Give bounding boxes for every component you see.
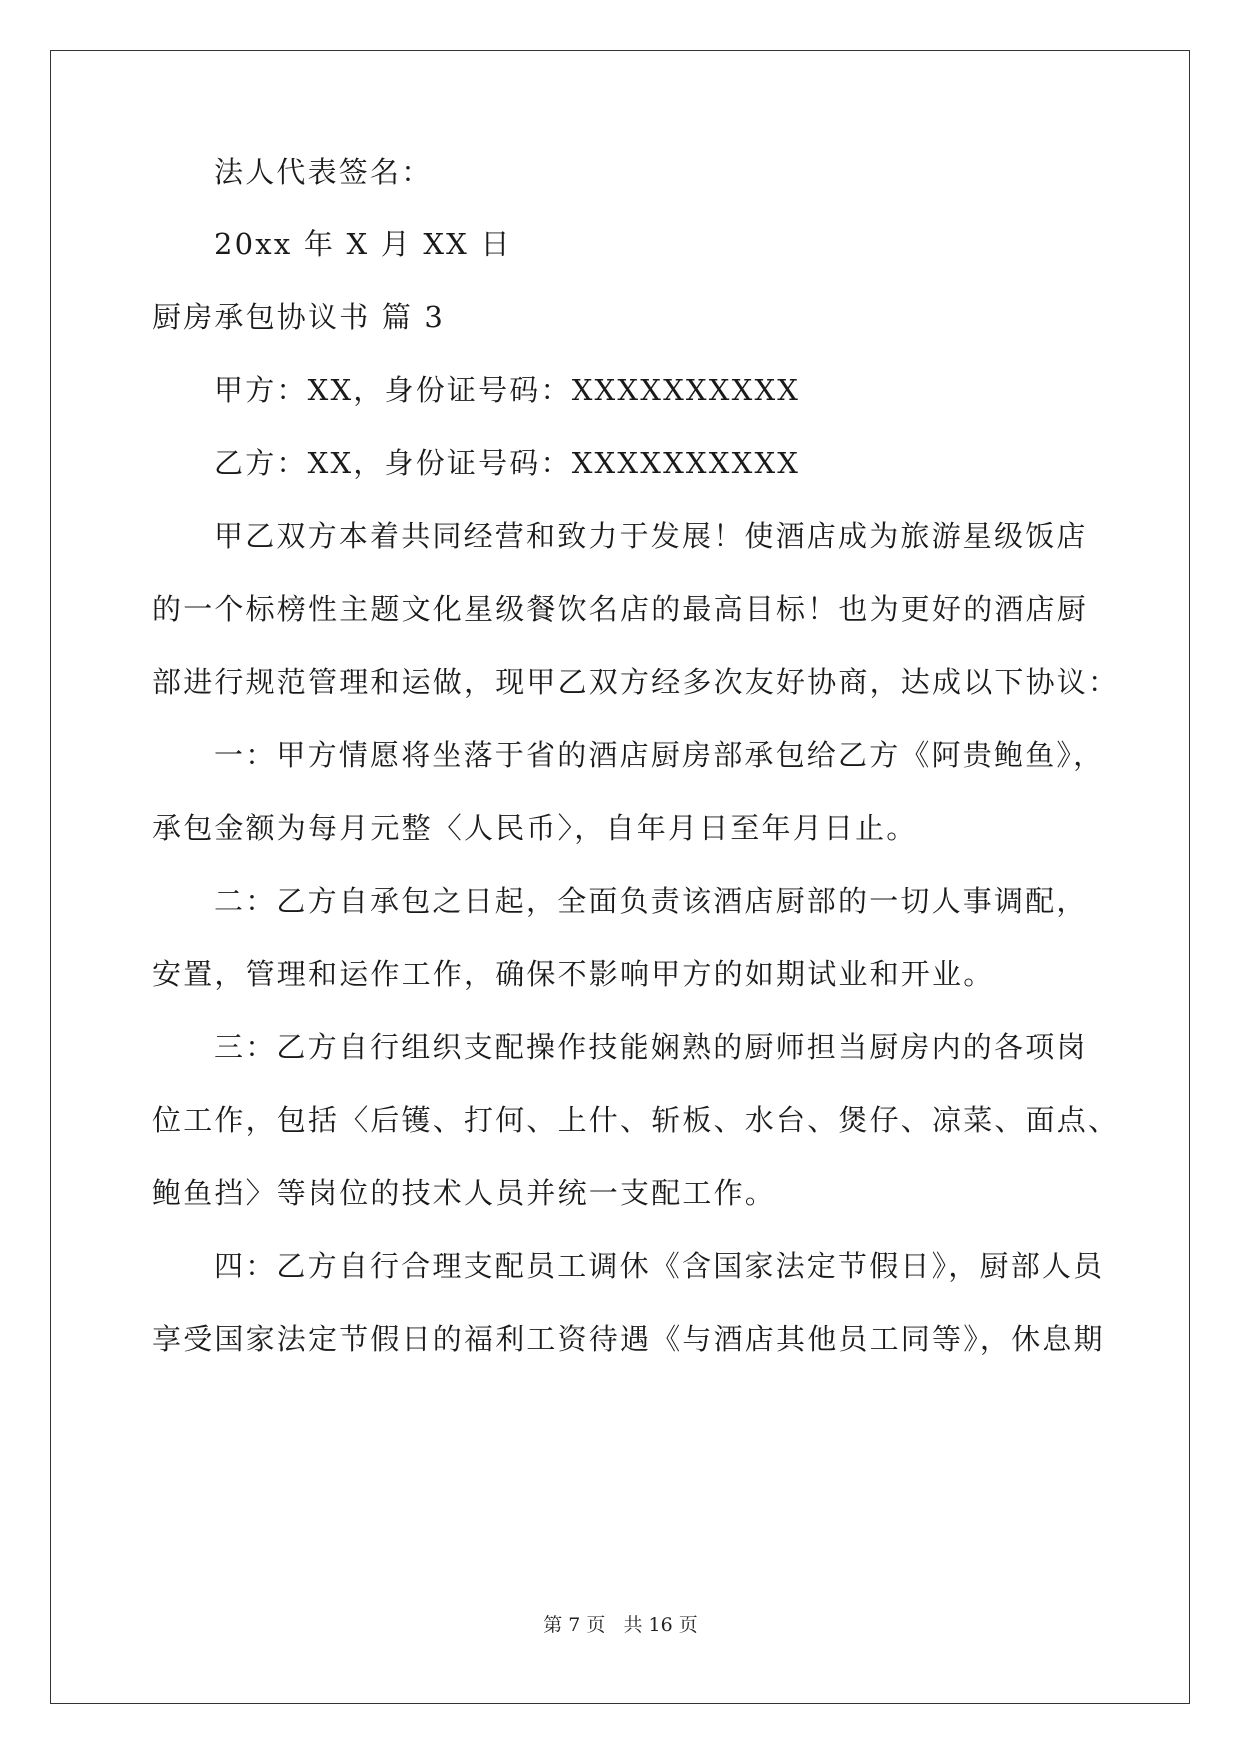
paragraph-line: 甲乙双方本着共同经营和致力于发展！使酒店成为旅游星级饭店 — [214, 519, 1088, 553]
signature-line: 法人代表签名： — [214, 155, 433, 189]
clause-2-line: 二：乙方自承包之日起，全面负责该酒店厨部的一切人事调配， — [214, 884, 1088, 918]
clause-2-line: 安置，管理和运作工作，确保不影响甲方的如期试业和开业。 — [152, 957, 995, 991]
page-footer — [0, 1610, 1241, 1637]
clause-3-line: 位工作，包括〈后镬、打何、上什、斩板、水台、煲仔、凉菜、面点、 — [152, 1103, 1120, 1137]
clause-4-line: 四：乙方自行合理支配员工调休《含国家法定节假日》，厨部人员 — [214, 1249, 1105, 1283]
party-a-line: 甲方：XX，身份证号码：XXXXXXXXXX — [214, 373, 801, 407]
paragraph-line: 的一个标榜性主题文化星级餐饮名店的最高目标！也为更好的酒店厨 — [152, 592, 1089, 626]
page-number-total: 共 16 页 — [623, 1614, 698, 1636]
page-number-current: 第 7 页 — [543, 1614, 606, 1636]
clause-4-line: 享受国家法定节假日的福利工资待遇《与酒店其他员工同等》，休息期 — [152, 1322, 1105, 1356]
clause-1-line: 承包金额为每月元整〈人民币〉，自年月日至年月日止。 — [152, 811, 918, 845]
clause-3-line: 三：乙方自行组织支配操作技能娴熟的厨师担当厨房内的各项岗 — [214, 1030, 1088, 1064]
section-heading: 厨房承包协议书 篇 3 — [152, 300, 446, 334]
paragraph-line: 部进行规范管理和运做，现甲乙双方经多次友好协商，达成以下协议： — [152, 665, 1120, 699]
clause-3-line: 鲍鱼挡〉等岗位的技术人员并统一支配工作。 — [152, 1176, 777, 1210]
clause-1-line: 一：甲方情愿将坐落于省的酒店厨房部承包给乙方《阿贵鲍鱼》， — [214, 738, 1105, 772]
date-line: 20xx 年 X 月 XX 日 — [214, 227, 512, 261]
party-b-line: 乙方：XX，身份证号码：XXXXXXXXXX — [214, 446, 801, 480]
